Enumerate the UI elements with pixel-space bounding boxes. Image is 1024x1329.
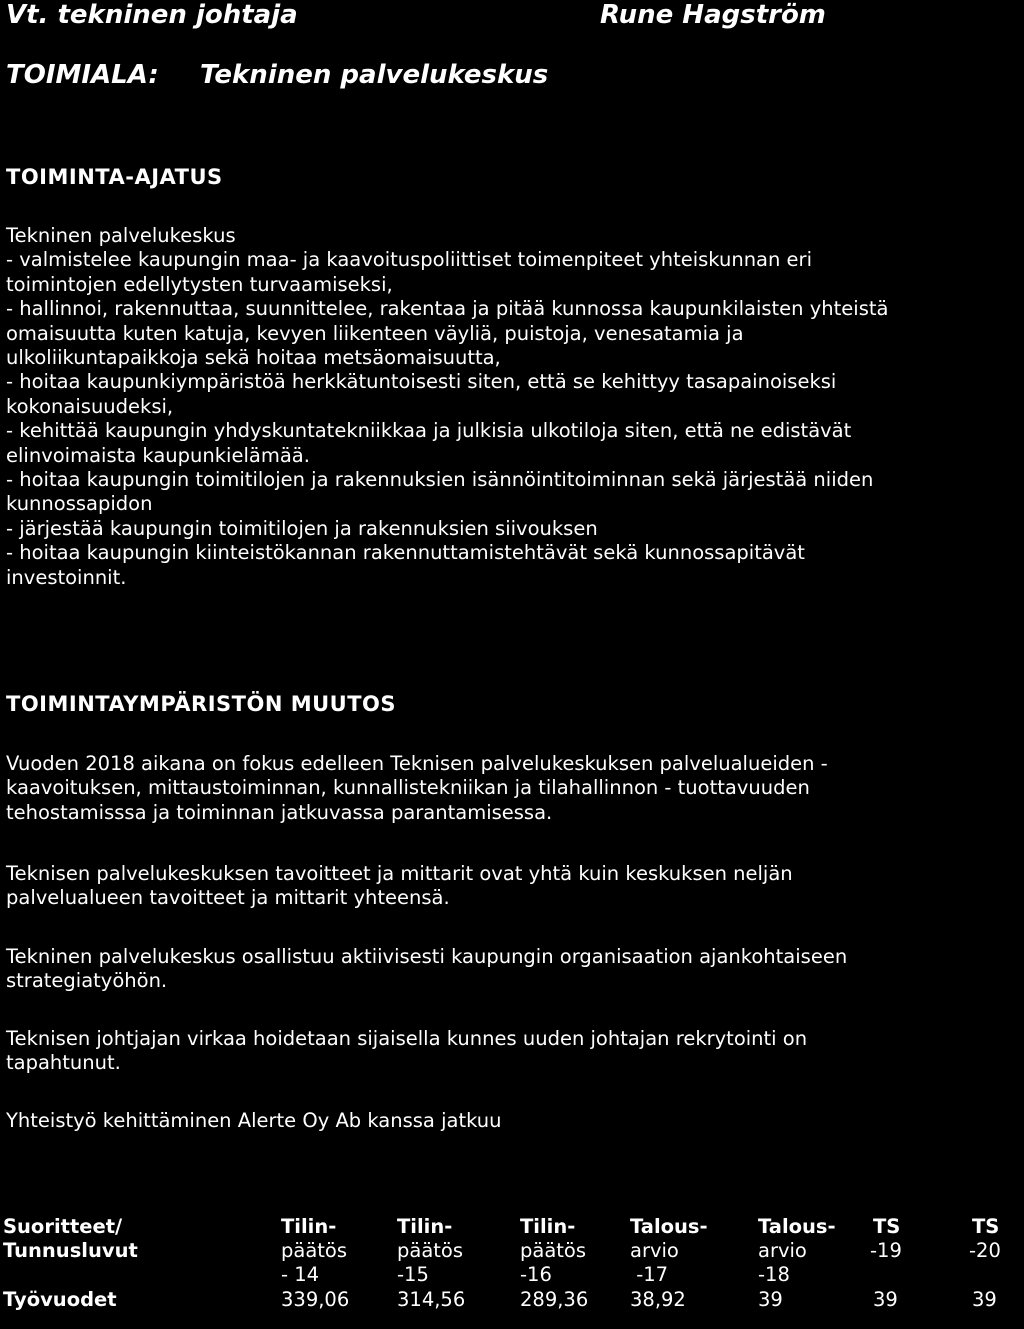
table-cell: Työvuodet [3,1287,117,1311]
table-header-cell: arvio [758,1239,807,1263]
mission-line: toimintojen edellytysten turvaamiseksi, [6,272,393,296]
paragraph-line: Vuoden 2018 aikana on fokus edelleen Teknisen palvelukeskuksen palvelualueiden - [6,752,828,775]
mission-line: Tekninen palvelukeskus [6,224,236,247]
person-name: Rune Hagström [600,0,826,30]
table-header-cell: -18 [758,1263,790,1287]
table-cell: 39 [758,1287,783,1311]
mission-line: - hoitaa kaupungin kiinteistökannan rakennuttamistehtävät sekä kunnossapitävät [6,541,805,565]
paragraph-line: Tekninen palvelukeskus osallistuu aktiivisesti kaupungin organisaation ajankohtaiseen [6,945,848,968]
mission-line: - kehittää kaupungin yhdyskuntatekniikkaa ja julkisia ulkotiloja siten, että ne edistävät [6,419,852,443]
mission-line: investoinnit. [6,565,127,589]
table-header-cell: päätös [281,1239,348,1263]
table-header-cell: päätös [397,1239,464,1263]
sector-value: Tekninen palvelukeskus [200,60,549,90]
paragraph-line: palvelualueen tavoitteet ja mittarit yhteensä. [6,886,450,910]
mission-line: - järjestää kaupungin toimitilojen ja rakennuksien siivouksen [6,516,598,540]
mission-line: - hoitaa kaupungin toimitilojen ja rakennuksien isännöintitoiminnan sekä järjestää niiden [6,468,874,492]
table-header-cell: Talous- [758,1215,836,1238]
table-header-cell: Tilin- [281,1215,337,1238]
table-header-cell: -20 [969,1239,1001,1263]
paragraph-line: kaavoituksen, mittaustoiminnan, kunnallistekniikan ja tilahallinnon - tuottavuuden [6,776,810,800]
changes-paragraph-4 [6,1027,1018,1076]
paragraph-line: Yhteistyö kehittäminen Alerte Oy Ab kanssa jatkuu [6,1109,502,1132]
changes-paragraph-3 [6,945,1018,994]
paragraph-line: strategiatyöhön. [6,969,168,993]
table-cell: 38,92 [630,1287,686,1311]
table-header-cell: TS [873,1215,901,1238]
mission-line: ulkoliikuntapaikkoja sekä hoitaa metsäomaisuutta, [6,346,501,370]
table-header-cell: Suoritteet/ [3,1215,123,1238]
paragraph-line: tapahtunut. [6,1051,121,1075]
table-cell: 39 [972,1287,997,1311]
table-header-cell: TS [972,1215,1000,1238]
table-header-cell: Tilin- [520,1215,576,1238]
table-cell: 39 [873,1287,898,1311]
mission-text [6,224,1018,590]
table-cell: 314,56 [397,1287,466,1311]
mission-line: - hallinnoi, rakennuttaa, suunnittelee, rakentaa ja pitää kunnossa kaupunkilaisten yhteistä [6,297,889,321]
mission-heading: TOIMINTA-AJATUS [6,165,223,189]
mission-line: - hoitaa kaupunkiympäristöä herkkätuntoisesti siten, että se kehittyy tasapainoiseksi [6,370,837,394]
table-header-cell: arvio [630,1239,679,1263]
table-cell: 289,36 [520,1287,589,1311]
paragraph-line: tehostamisssa ja toiminnan jatkuvassa parantamisessa. [6,800,553,824]
mission-line: kunnossapidon [6,492,153,516]
changes-heading: TOIMINTAYMPÄRISTÖN MUUTOS [6,692,397,716]
changes-paragraph-5 [6,1109,1018,1133]
mission-line: omaisuutta kuten katuja, kevyen liikenteen väyliä, puistoja, venesatamia ja [6,321,744,345]
table-header-cell: -16 [520,1263,552,1287]
table-header-cell: Tunnusluvut [3,1239,138,1263]
table-header-cell: Tilin- [397,1215,453,1238]
table-header-cell: Talous- [630,1215,708,1238]
table-header-cell: - 14 [281,1263,320,1287]
mission-line: - valmistelee kaupungin maa- ja kaavoituspoliittiset toimenpiteet yhteiskunnan eri [6,248,812,272]
table-header-cell: päätös [520,1239,587,1263]
table-header-cell: -15 [397,1263,429,1287]
paragraph-line: Teknisen palvelukeskuksen tavoitteet ja mittarit ovat yhtä kuin keskuksen neljän [6,862,793,885]
changes-paragraph-2 [6,862,1018,911]
changes-paragraph-1 [6,752,1018,825]
sector-label: TOIMIALA: [6,60,159,90]
table-cell: 339,06 [281,1287,350,1311]
mission-line: kokonaisuudeksi, [6,394,174,418]
table-header-cell: -17 [630,1263,669,1287]
role-title: Vt. tekninen johtaja [6,0,298,30]
table-header-cell: -19 [870,1239,902,1263]
paragraph-line: Teknisen johtjajan virkaa hoidetaan sijaisella kunnes uuden johtajan rekrytointi on [6,1027,808,1050]
mission-line: elinvoimaista kaupunkielämää. [6,443,310,467]
